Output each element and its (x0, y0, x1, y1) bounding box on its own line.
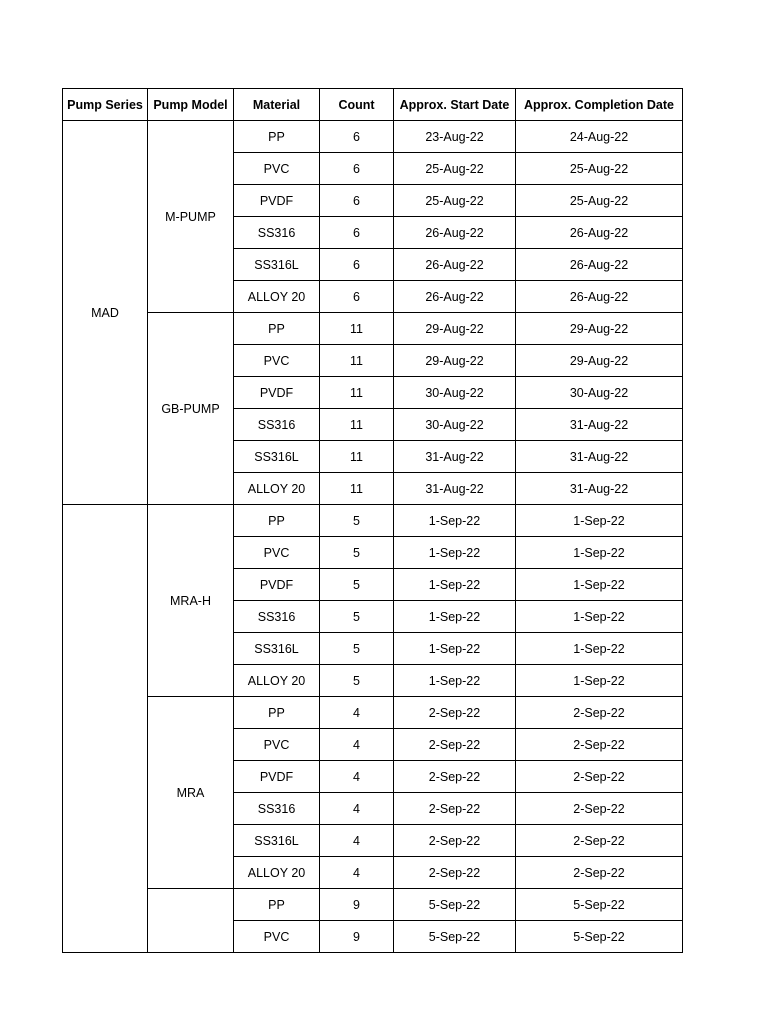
material-cell: PP (234, 697, 320, 729)
start-date-cell: 1-Sep-22 (394, 665, 516, 697)
start-date-cell: 23-Aug-22 (394, 121, 516, 153)
table-row (63, 313, 683, 345)
header-count: Count (320, 89, 394, 121)
start-date-cell: 2-Sep-22 (394, 729, 516, 761)
header-row (63, 89, 683, 121)
count-cell: 5 (320, 569, 394, 601)
start-date-cell: 30-Aug-22 (394, 377, 516, 409)
completion-date-cell: 5-Sep-22 (516, 921, 683, 953)
count-cell: 11 (320, 377, 394, 409)
completion-date-cell: 30-Aug-22 (516, 377, 683, 409)
count-cell: 4 (320, 825, 394, 857)
material-cell: SS316L (234, 249, 320, 281)
completion-date-cell: 29-Aug-22 (516, 345, 683, 377)
count-cell: 6 (320, 281, 394, 313)
count-cell: 4 (320, 857, 394, 889)
count-cell: 6 (320, 185, 394, 217)
material-cell: PVC (234, 153, 320, 185)
completion-date-cell: 29-Aug-22 (516, 313, 683, 345)
count-cell: 6 (320, 121, 394, 153)
material-cell: PP (234, 889, 320, 921)
material-cell: PVDF (234, 185, 320, 217)
count-cell: 5 (320, 633, 394, 665)
count-cell: 4 (320, 697, 394, 729)
completion-date-cell: 1-Sep-22 (516, 665, 683, 697)
pump-series-cell: MAD (63, 121, 148, 505)
start-date-cell: 31-Aug-22 (394, 473, 516, 505)
count-cell: 4 (320, 729, 394, 761)
pump-model-cell: MRA-H (148, 505, 234, 697)
count-cell: 11 (320, 473, 394, 505)
table-header (63, 89, 683, 121)
material-cell: SS316 (234, 793, 320, 825)
header-start-date: Approx. Start Date (394, 89, 516, 121)
material-cell: PVC (234, 921, 320, 953)
completion-date-cell: 25-Aug-22 (516, 185, 683, 217)
completion-date-cell: 26-Aug-22 (516, 249, 683, 281)
header-pump-model: Pump Model (148, 89, 234, 121)
start-date-cell: 5-Sep-22 (394, 889, 516, 921)
completion-date-cell: 5-Sep-22 (516, 889, 683, 921)
completion-date-cell: 2-Sep-22 (516, 857, 683, 889)
start-date-cell: 26-Aug-22 (394, 281, 516, 313)
start-date-cell: 26-Aug-22 (394, 249, 516, 281)
start-date-cell: 29-Aug-22 (394, 345, 516, 377)
count-cell: 9 (320, 889, 394, 921)
material-cell: PVC (234, 537, 320, 569)
material-cell: PP (234, 313, 320, 345)
start-date-cell: 2-Sep-22 (394, 857, 516, 889)
count-cell: 5 (320, 665, 394, 697)
material-cell: PVC (234, 345, 320, 377)
completion-date-cell: 24-Aug-22 (516, 121, 683, 153)
header-pump-series: Pump Series (63, 89, 148, 121)
completion-date-cell: 26-Aug-22 (516, 281, 683, 313)
completion-date-cell: 1-Sep-22 (516, 633, 683, 665)
material-cell: ALLOY 20 (234, 665, 320, 697)
completion-date-cell: 31-Aug-22 (516, 473, 683, 505)
pump-schedule-table (62, 88, 683, 953)
pump-model-cell: MRA (148, 697, 234, 889)
count-cell: 5 (320, 601, 394, 633)
completion-date-cell: 1-Sep-22 (516, 505, 683, 537)
count-cell: 11 (320, 409, 394, 441)
material-cell: ALLOY 20 (234, 857, 320, 889)
material-cell: SS316 (234, 217, 320, 249)
material-cell: SS316 (234, 409, 320, 441)
count-cell: 11 (320, 313, 394, 345)
material-cell: PVDF (234, 377, 320, 409)
completion-date-cell: 31-Aug-22 (516, 409, 683, 441)
pump-model-cell: M-PUMP (148, 121, 234, 313)
start-date-cell: 5-Sep-22 (394, 921, 516, 953)
material-cell: SS316L (234, 825, 320, 857)
count-cell: 4 (320, 793, 394, 825)
table-row (63, 697, 683, 729)
material-cell: SS316 (234, 601, 320, 633)
pump-model-cell: GB-PUMP (148, 313, 234, 505)
completion-date-cell: 1-Sep-22 (516, 537, 683, 569)
start-date-cell: 29-Aug-22 (394, 313, 516, 345)
material-cell: PVDF (234, 569, 320, 601)
start-date-cell: 2-Sep-22 (394, 825, 516, 857)
completion-date-cell: 1-Sep-22 (516, 601, 683, 633)
count-cell: 6 (320, 249, 394, 281)
start-date-cell: 2-Sep-22 (394, 761, 516, 793)
material-cell: ALLOY 20 (234, 473, 320, 505)
completion-date-cell: 2-Sep-22 (516, 761, 683, 793)
material-cell: PP (234, 121, 320, 153)
count-cell: 11 (320, 441, 394, 473)
completion-date-cell: 2-Sep-22 (516, 825, 683, 857)
pump-model-cell (148, 889, 234, 953)
start-date-cell: 25-Aug-22 (394, 153, 516, 185)
count-cell: 9 (320, 921, 394, 953)
pump-series-cell (63, 505, 148, 953)
table-row (63, 121, 683, 153)
header-material: Material (234, 89, 320, 121)
start-date-cell: 2-Sep-22 (394, 793, 516, 825)
material-cell: SS316L (234, 633, 320, 665)
start-date-cell: 30-Aug-22 (394, 409, 516, 441)
material-cell: PVDF (234, 761, 320, 793)
completion-date-cell: 25-Aug-22 (516, 153, 683, 185)
start-date-cell: 25-Aug-22 (394, 185, 516, 217)
completion-date-cell: 2-Sep-22 (516, 729, 683, 761)
completion-date-cell: 2-Sep-22 (516, 793, 683, 825)
table-body (63, 121, 683, 953)
start-date-cell: 1-Sep-22 (394, 537, 516, 569)
header-completion-date: Approx. Completion Date (516, 89, 683, 121)
completion-date-cell: 26-Aug-22 (516, 217, 683, 249)
completion-date-cell: 31-Aug-22 (516, 441, 683, 473)
start-date-cell: 1-Sep-22 (394, 601, 516, 633)
count-cell: 5 (320, 537, 394, 569)
table-row (63, 889, 683, 921)
count-cell: 11 (320, 345, 394, 377)
start-date-cell: 1-Sep-22 (394, 505, 516, 537)
material-cell: ALLOY 20 (234, 281, 320, 313)
start-date-cell: 26-Aug-22 (394, 217, 516, 249)
start-date-cell: 1-Sep-22 (394, 569, 516, 601)
material-cell: SS316L (234, 441, 320, 473)
table-row (63, 505, 683, 537)
material-cell: PVC (234, 729, 320, 761)
start-date-cell: 2-Sep-22 (394, 697, 516, 729)
material-cell: PP (234, 505, 320, 537)
start-date-cell: 31-Aug-22 (394, 441, 516, 473)
count-cell: 4 (320, 761, 394, 793)
completion-date-cell: 2-Sep-22 (516, 697, 683, 729)
completion-date-cell: 1-Sep-22 (516, 569, 683, 601)
count-cell: 6 (320, 217, 394, 249)
count-cell: 6 (320, 153, 394, 185)
start-date-cell: 1-Sep-22 (394, 633, 516, 665)
count-cell: 5 (320, 505, 394, 537)
